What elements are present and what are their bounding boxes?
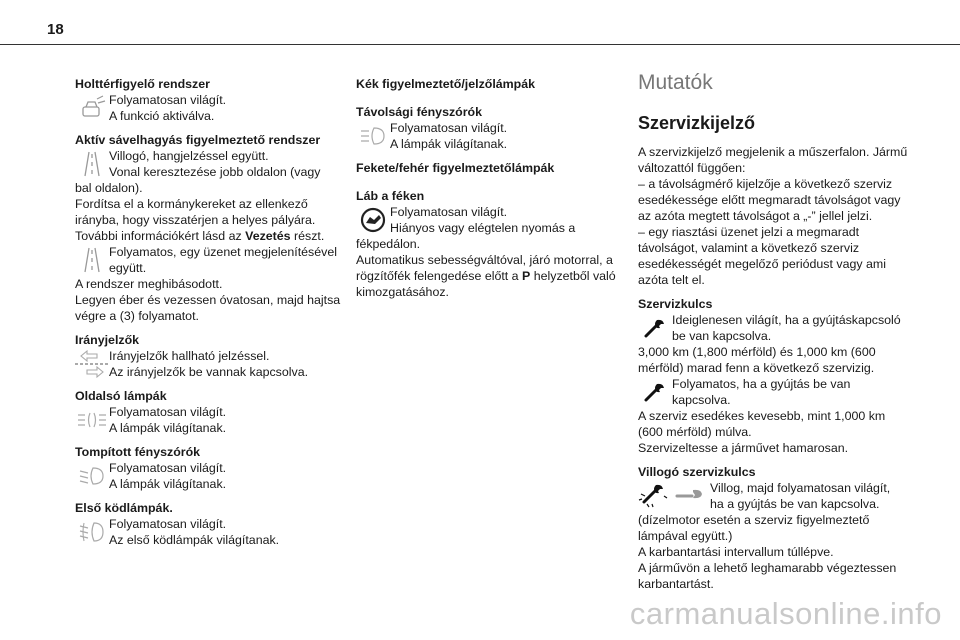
text-line: Hiányos vagy elégtelen nyomás a [390, 221, 576, 235]
text-line: Automatikus sebességváltóval, járó motorral, a [356, 253, 613, 267]
watermark: carmanualsonline.info [629, 596, 942, 631]
text-line: Folyamatosan világít. [109, 405, 227, 419]
text-line: Folyamatosan világít. [390, 121, 508, 135]
main-beam-section [356, 104, 618, 152]
text-line [356, 268, 618, 284]
section-heading: Kék figyelmeztető/jelzőlámpák [356, 77, 536, 91]
text-line: változattól függően: [638, 161, 746, 175]
text-line: Ideiglenesen világít, ha a gyújtáskapcsoló [672, 313, 901, 327]
section-title: Villogó szervizkulcs [638, 465, 756, 479]
flashing-wrench-icon [638, 480, 670, 512]
text-line: Az első ködlámpák világítanak. [109, 533, 280, 547]
turn-signal-icon [75, 348, 109, 380]
text-line: végre a (3) folyamatot. [75, 309, 199, 323]
text-line: Szervizeltesse a járművet hamarosan. [638, 441, 849, 455]
text-line: kimozgatásához. [356, 285, 449, 299]
section-title: Tompított fényszórók [75, 445, 201, 459]
text-line: azóta telt el. [638, 273, 705, 287]
text-line: be van kapcsolva. [672, 329, 772, 343]
text-line: Folyamatosan világít. [390, 205, 508, 219]
text-line: (600 mérföld) múlva. [638, 425, 752, 439]
fog-lamps-section [75, 500, 347, 548]
text-line: 3,000 km (1,800 mérföld) és 1,000 km (600 [638, 345, 876, 359]
text-line: mérföld) marad fenn a következő szervizig. [638, 361, 875, 375]
wrench-icon [638, 376, 672, 408]
side-lamps-section [75, 388, 347, 436]
section-title: Szervizkulcs [638, 297, 713, 311]
foot-on-brake-icon [356, 204, 390, 236]
text-part: helyzetből való [530, 269, 616, 283]
intro-paragraph [638, 144, 910, 288]
bw-lamps-section [356, 160, 618, 176]
text-line: A karbantartási intervallum túllépve. [638, 545, 834, 559]
text-line: ha a gyújtás be van kapcsolva. [710, 497, 880, 511]
text-line: Folyamatosan világít. [109, 517, 227, 531]
column-left [75, 76, 347, 556]
section-title: Távolsági fényszórók [356, 105, 483, 119]
text-line: Villogó, hangjelzéssel együtt. [109, 149, 269, 163]
turn-signal-section [75, 332, 347, 380]
blue-lamps-section [356, 76, 618, 92]
text-line: esedékessége előtt megmaradt távolságot vagy [638, 193, 901, 207]
text-line: Irányjelzők hallható jelzéssel. [109, 349, 270, 363]
text-line: Folyamatosan világít. [109, 93, 227, 107]
text-part: rögzítőfék felengedése előtt a [356, 269, 523, 283]
section-title: Holttérfigyelő rendszer [75, 77, 210, 91]
section-title: Aktív sávelhagyás figyelmeztető rendszer [75, 133, 321, 147]
text-line: távolságot, valamint a következő szerviz [638, 241, 860, 255]
gear-p-bold: P [522, 269, 531, 283]
section-title: Láb a féken [356, 189, 425, 203]
text-line: – egy riasztási üzenet jelzi a megmaradt [638, 225, 860, 239]
text-line: fékpedálon. [356, 237, 421, 251]
blind-spot-section [75, 76, 347, 124]
text-line: Folyamatos, egy üzenet megjelenítésével [109, 245, 337, 259]
page-number: 18 [47, 21, 64, 38]
reference-line [75, 228, 347, 244]
lane-departure-icon [75, 148, 109, 180]
text-line: Legyen éber és vezessen óvatosan, majd hajtsa [75, 293, 341, 307]
column-middle [356, 76, 618, 308]
section-heading: Szervizkijelző [638, 113, 756, 133]
text-line: kapcsolva. [672, 393, 731, 407]
text-line: A lámpák világítanak. [109, 477, 227, 491]
text-line: Vonal keresztezése jobb oldalon (vagy [109, 165, 321, 179]
text-line: lámpával együtt.) [638, 529, 733, 543]
section-title: Oldalsó lámpák [75, 389, 167, 403]
foot-on-brake-section [356, 188, 618, 300]
text-line: irányba, hogy visszatérjen a helyes pályára. [75, 213, 316, 227]
text-line: együtt. [109, 261, 147, 275]
main-beam-icon [356, 120, 390, 152]
text-line: Folyamatosan világít. [109, 461, 227, 475]
wrench-grey-icon [674, 484, 704, 508]
text-line: – a távolságmérő kijelzője a következő szerviz [638, 177, 893, 191]
ref-text: részt. [290, 229, 325, 243]
ref-bold: Vezetés [245, 229, 291, 243]
flashing-service-key-section [638, 464, 910, 592]
side-lamps-icon [75, 404, 109, 436]
text-line: Fordítsa el a kormánykereket az ellenkező [75, 197, 308, 211]
dipped-beam-icon [75, 460, 109, 492]
section-title: Első ködlámpák. [75, 501, 173, 515]
text-line: karbantartást. [638, 577, 714, 591]
lane-departure-fault-icon [75, 244, 109, 276]
section-title: Irányjelzők [75, 333, 140, 347]
flashing-wrench-icons [638, 480, 710, 512]
text-line: Folyamatos, ha a gyújtás be van [672, 377, 851, 391]
lane-departure-section [75, 132, 347, 324]
text-line: A járművön a lehető leghamarabb végeztessen [638, 561, 897, 575]
wrench-icon [638, 312, 672, 344]
text-line: A lámpák világítanak. [390, 137, 508, 151]
blind-spot-car-icon [75, 92, 109, 124]
section-heading: Fekete/fehér figyelmeztetőlámpák [356, 161, 555, 175]
text-line: Villog, majd folyamatosan világít, [710, 481, 891, 495]
front-fog-lamp-icon [75, 516, 109, 548]
text-line: A lámpák világítanak. [109, 421, 227, 435]
text-line: az azóta megtett távolságot a „-” jellel jelzi. [638, 209, 873, 223]
text-line: esedékességét megelőző periódust vagy ami [638, 257, 886, 271]
service-key-section [638, 296, 910, 456]
text-line: bal oldalon). [75, 181, 143, 195]
text-line: A funkció aktiválva. [109, 109, 215, 123]
text-line: (dízelmotor esetén a szerviz figyelmeztető [638, 513, 870, 527]
top-divider [0, 44, 960, 45]
text-line: A szerviz esedékes kevesebb, mint 1,000 km [638, 409, 886, 423]
text-line: A szervizkijelző megjelenik a műszerfalon. Jármű [638, 145, 908, 159]
chapter-title: Mutatók [638, 71, 713, 94]
dipped-beam-section [75, 444, 347, 492]
text-line: A rendszer meghibásodott. [75, 277, 223, 291]
column-right [638, 71, 910, 600]
ref-text: További információkért lásd az [75, 229, 246, 243]
text-line: Az irányjelzők be vannak kapcsolva. [109, 365, 309, 379]
